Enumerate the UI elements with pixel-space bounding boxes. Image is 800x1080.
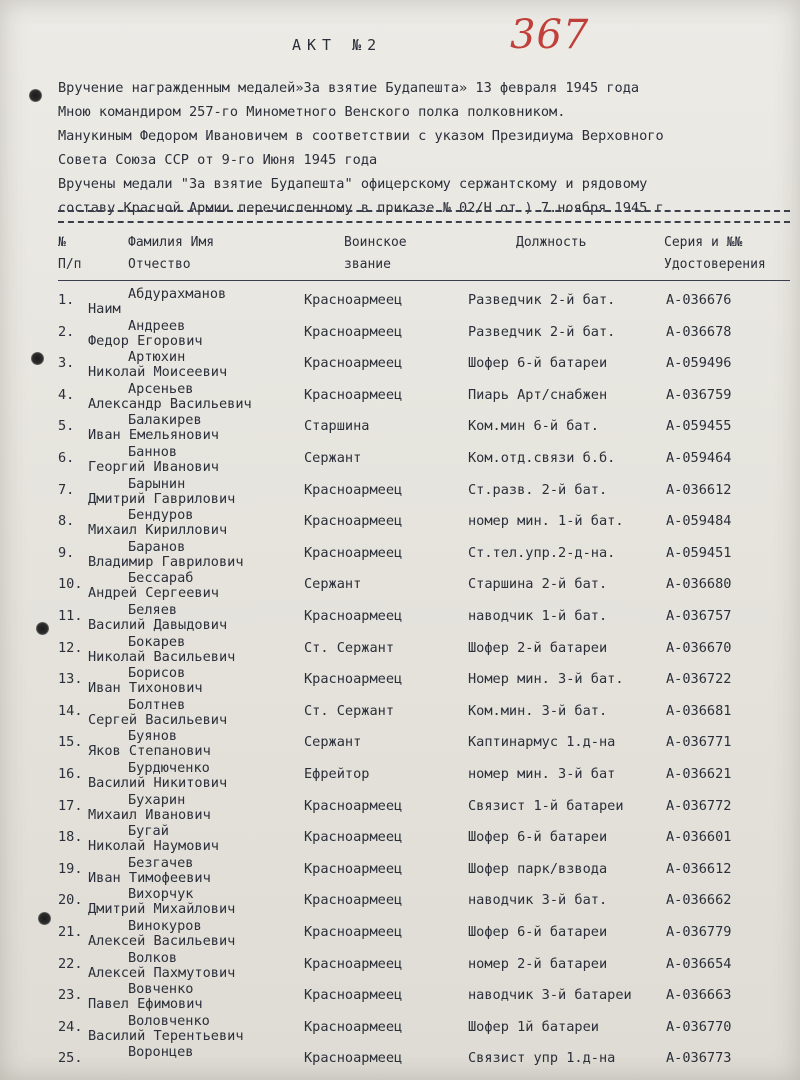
row-number: 22. [58, 955, 83, 972]
row-number: 8. [58, 513, 75, 530]
table-row [0, 1044, 800, 1080]
row-rank: Красноармеец [304, 892, 403, 909]
row-rank: Красноармеец [304, 292, 403, 308]
row-surname: Балакирев [128, 412, 202, 429]
row-given-name: Алексей Васильевич [88, 933, 236, 949]
row-given-name: Наим [88, 301, 121, 317]
row-rank: Красноармеец [304, 797, 403, 814]
row-position: Разведчик 2-й бат. [468, 292, 616, 308]
row-rank: Ст. Сержант [304, 702, 395, 719]
row-surname: Воронцев [128, 1044, 194, 1061]
table-row [0, 728, 800, 764]
row-number: 19. [58, 860, 83, 877]
row-serial: А-036771 [666, 734, 732, 751]
row-surname: Бессараб [128, 570, 194, 587]
row-number: 7. [58, 481, 75, 498]
row-number: 15. [58, 734, 83, 751]
row-serial: А-059451 [666, 544, 732, 561]
row-position: Связист 1-й батареи [468, 797, 624, 814]
row-surname: Вовченко [128, 981, 194, 998]
header-serial-bottom: Удостоверения [664, 257, 766, 272]
row-position: наводчик 1-й бат. [468, 608, 608, 624]
row-surname: Беляев [128, 602, 178, 618]
row-surname: Бурдюченко [128, 760, 210, 776]
row-number: 9. [58, 544, 75, 561]
table-row [0, 570, 800, 606]
row-given-name: Дмитрий Михайлович [88, 901, 236, 918]
table-row [0, 918, 800, 954]
row-position: Разведчик 2-й бат. [468, 323, 616, 340]
row-rank: Красноармеец [304, 608, 403, 624]
row-rank: Сержант [304, 450, 362, 466]
header-rank-top: Воинское [344, 235, 407, 250]
row-given-name: Иван Тимофеевич [88, 869, 211, 886]
row-given-name: Федор Егорович [88, 332, 203, 349]
row-rank: Сержант [304, 576, 362, 593]
row-position: Шофер 6-й батареи [468, 355, 608, 372]
row-rank: Красноармеец [304, 355, 403, 372]
row-number: 24. [58, 1018, 83, 1035]
header-name-bottom: Отчество [128, 257, 191, 272]
row-serial: А-036654 [666, 955, 732, 972]
row-rank: Красноармеец [304, 924, 403, 940]
row-rank: Красноармеец [304, 481, 403, 498]
row-surname: Абдурахманов [128, 286, 227, 302]
row-position: Номер мин. 3-й бат. [468, 671, 624, 688]
row-given-name: Сергей Васильевич [88, 711, 228, 728]
row-rank: Красноармеец [304, 955, 403, 972]
row-position: Шофер 6-й батареи [468, 829, 608, 846]
row-serial: А-036779 [666, 924, 732, 940]
row-serial: А-036681 [666, 702, 732, 719]
row-rank: Ефрейтор [304, 766, 370, 782]
row-surname: Барынин [128, 475, 186, 492]
table-row [0, 538, 800, 575]
header-num-top: № [58, 235, 66, 250]
header-position: Должность [516, 235, 587, 250]
row-position: Старшина 2-й бат. [468, 576, 608, 593]
row-given-name: Василий Терентьевич [88, 1027, 244, 1044]
row-given-name: Павел Ефимович [88, 996, 203, 1013]
row-surname: Баннов [128, 444, 178, 460]
intro-line: Манукиным Федором Ивановичем в соответствии с указом Президиума Верховного [58, 128, 664, 144]
row-serial: А-036612 [666, 481, 732, 498]
row-given-name: Николай Васильевич [88, 648, 236, 665]
row-given-name: Андрей Сергеевич [88, 585, 219, 602]
row-given-name: Иван Емельянович [88, 427, 219, 444]
row-surname: Безгачев [128, 854, 194, 871]
punch-hole [31, 352, 44, 365]
row-rank: Красноармеец [304, 671, 403, 688]
row-given-name: Владимир Гаврилович [88, 553, 244, 570]
row-rank: Красноармеец [304, 513, 403, 530]
row-position: Каптинармус 1.д-на [468, 734, 616, 751]
table-row [0, 696, 800, 733]
row-number: 10. [58, 576, 83, 593]
table-row [0, 475, 800, 512]
row-number: 18. [58, 829, 83, 846]
row-serial: А-036680 [666, 576, 732, 593]
row-rank: Красноармеец [304, 386, 403, 403]
row-given-name: Иван Тихонович [88, 680, 203, 697]
row-rank: Красноармеец [304, 1018, 403, 1035]
row-number: 13. [58, 671, 83, 688]
row-serial: А-036612 [666, 860, 732, 877]
page-title: АКТ №2 [292, 36, 383, 54]
row-given-name: Михаил Кириллович [88, 522, 228, 539]
row-number: 16. [58, 766, 83, 782]
row-given-name: Алексей Пахмутович [88, 964, 236, 981]
row-number: 2. [58, 323, 75, 340]
row-serial: А-036662 [666, 892, 732, 909]
intro-line: составу Красной Армии перечисленному в приказе № 02/Н от ) 7.ноября 1945 г. [58, 200, 672, 216]
row-serial: А-036757 [666, 608, 732, 624]
row-number: 3. [58, 355, 75, 372]
row-number: 17. [58, 797, 83, 814]
table-row [0, 823, 800, 859]
row-number: 23. [58, 987, 83, 1004]
row-position: номер 2-й батареи [468, 955, 608, 972]
row-surname: Андреев [128, 317, 186, 334]
row-surname: Артюхин [128, 349, 186, 366]
row-surname: Буянов [128, 728, 178, 745]
table-row [0, 317, 800, 354]
header-num-bottom: П/п [58, 257, 82, 272]
row-number: 11. [58, 608, 83, 624]
row-position: номер мин. 1-й бат. [468, 513, 624, 530]
row-serial: А-036670 [666, 639, 732, 656]
row-position: Ком.мин. 3-й бат. [468, 702, 608, 719]
table-row [0, 349, 800, 385]
row-surname: Арсеньев [128, 380, 194, 397]
row-rank: Красноармеец [304, 829, 403, 846]
row-position: Шофер парк/взвода [468, 860, 608, 877]
row-rank: Красноармеец [304, 323, 403, 340]
row-surname: Воловченко [128, 1012, 210, 1029]
row-number: 25. [58, 1050, 83, 1067]
row-given-name: Василий Давыдович [88, 617, 228, 633]
row-number: 20. [58, 892, 83, 909]
intro-line: Вручение награжденным медалей»За взятие Будапешта» 13 февраля 1945 года [58, 80, 640, 96]
row-position: Ст.тел.упр.2-д-на. [468, 544, 616, 561]
row-surname: Бухарин [128, 791, 186, 808]
row-serial: А-036663 [666, 987, 732, 1004]
row-number: 14. [58, 702, 83, 719]
row-rank: Ст. Сержант [304, 639, 395, 656]
row-position: Связист упр 1.д-на [468, 1050, 616, 1067]
header-name-top: Фамилия Имя [128, 235, 215, 250]
row-given-name: Николай Наумович [88, 838, 219, 855]
row-rank: Красноармеец [304, 1050, 403, 1067]
row-serial: А-036621 [666, 766, 732, 782]
table-row [0, 665, 800, 701]
row-surname: Болтнев [128, 696, 186, 713]
row-number: 4. [58, 386, 75, 403]
table-row [0, 760, 800, 796]
row-serial: А-036772 [666, 797, 732, 814]
table-row [0, 380, 800, 417]
row-given-name: Михаил Иванович [88, 806, 211, 823]
row-rank: Красноармеец [304, 544, 403, 561]
row-given-name: Дмитрий Гаврилович [88, 490, 236, 507]
row-position: Ком.отд.связи б.б. [468, 450, 616, 466]
row-serial: А-036676 [666, 292, 732, 308]
row-surname: Бендуров [128, 507, 194, 524]
row-serial: А-059484 [666, 513, 732, 530]
punch-hole [29, 89, 42, 102]
header-serial-top: Серия и №№ [664, 235, 743, 250]
row-number: 21. [58, 924, 83, 940]
row-surname: Баранов [128, 538, 186, 555]
table-row [0, 602, 800, 638]
table-row [0, 854, 800, 891]
row-number: 1. [58, 292, 75, 308]
row-given-name: Александр Васильевич [88, 395, 252, 412]
table-row [0, 444, 800, 480]
intro-line: Мною командиром 257-го Минометного Венского полка полковником. [58, 104, 566, 120]
table-row [0, 412, 800, 448]
intro-line: Совета Союза ССР от 9-го Июня 1945 года [58, 152, 378, 168]
row-surname: Вихорчук [128, 886, 194, 903]
row-surname: Бугай [128, 823, 169, 840]
row-position: Ст.разв. 2-й бат. [468, 481, 608, 498]
row-given-name: Николай Моисеевич [88, 364, 228, 381]
row-surname: Волков [128, 949, 178, 966]
punch-hole [36, 622, 49, 635]
row-given-name: Яков Степанович [88, 743, 211, 760]
row-position: наводчик 3-й бат. [468, 892, 608, 909]
row-number: 5. [58, 418, 75, 435]
row-serial: А-036722 [666, 671, 732, 688]
table-row [0, 791, 800, 828]
table-row [0, 286, 800, 322]
table-row [0, 633, 800, 670]
row-position: Шофер 6-й батареи [468, 924, 608, 940]
row-surname: Бокарев [128, 633, 186, 650]
row-serial: А-059464 [666, 450, 732, 466]
row-serial: А-036759 [666, 386, 732, 403]
row-position: Ком.мин 6-й бат. [468, 418, 599, 435]
row-surname: Борисов [128, 665, 186, 682]
table-row [0, 981, 800, 1017]
row-given-name: Георгий Иванович [88, 459, 219, 475]
handwritten-page-number: 367 [510, 12, 590, 58]
table-row [0, 1012, 800, 1049]
row-rank: Красноармеец [304, 860, 403, 877]
intro-line: Вручены медали "За взятие Будапешта" офицерскому сержантскому и рядовому [58, 176, 648, 192]
row-serial: А-059455 [666, 418, 732, 435]
row-rank: Красноармеец [304, 987, 403, 1004]
row-position: Шофер 1й батареи [468, 1018, 599, 1035]
row-serial: А-036770 [666, 1018, 732, 1035]
table-row [0, 507, 800, 543]
table-row [0, 949, 800, 986]
row-serial: А-036678 [666, 323, 732, 340]
table-row [0, 886, 800, 922]
row-surname: Винокуров [128, 918, 202, 934]
row-number: 6. [58, 450, 75, 466]
row-rank: Старшина [304, 418, 370, 435]
header-rank-bottom: звание [344, 257, 391, 272]
row-serial: А-059496 [666, 355, 732, 372]
row-given-name: Василий Никитович [88, 775, 228, 791]
row-serial: А-036601 [666, 829, 732, 846]
punch-hole [38, 912, 51, 925]
row-position: Шофер 2-й батареи [468, 639, 608, 656]
row-serial: А-036773 [666, 1050, 732, 1067]
row-position: Пиарь Арт/снабжен [468, 386, 608, 403]
row-position: наводчик 3-й батареи [468, 987, 632, 1004]
row-number: 12. [58, 639, 83, 656]
row-position: номер мин. 3-й бат [468, 766, 616, 782]
row-rank: Сержант [304, 734, 362, 751]
